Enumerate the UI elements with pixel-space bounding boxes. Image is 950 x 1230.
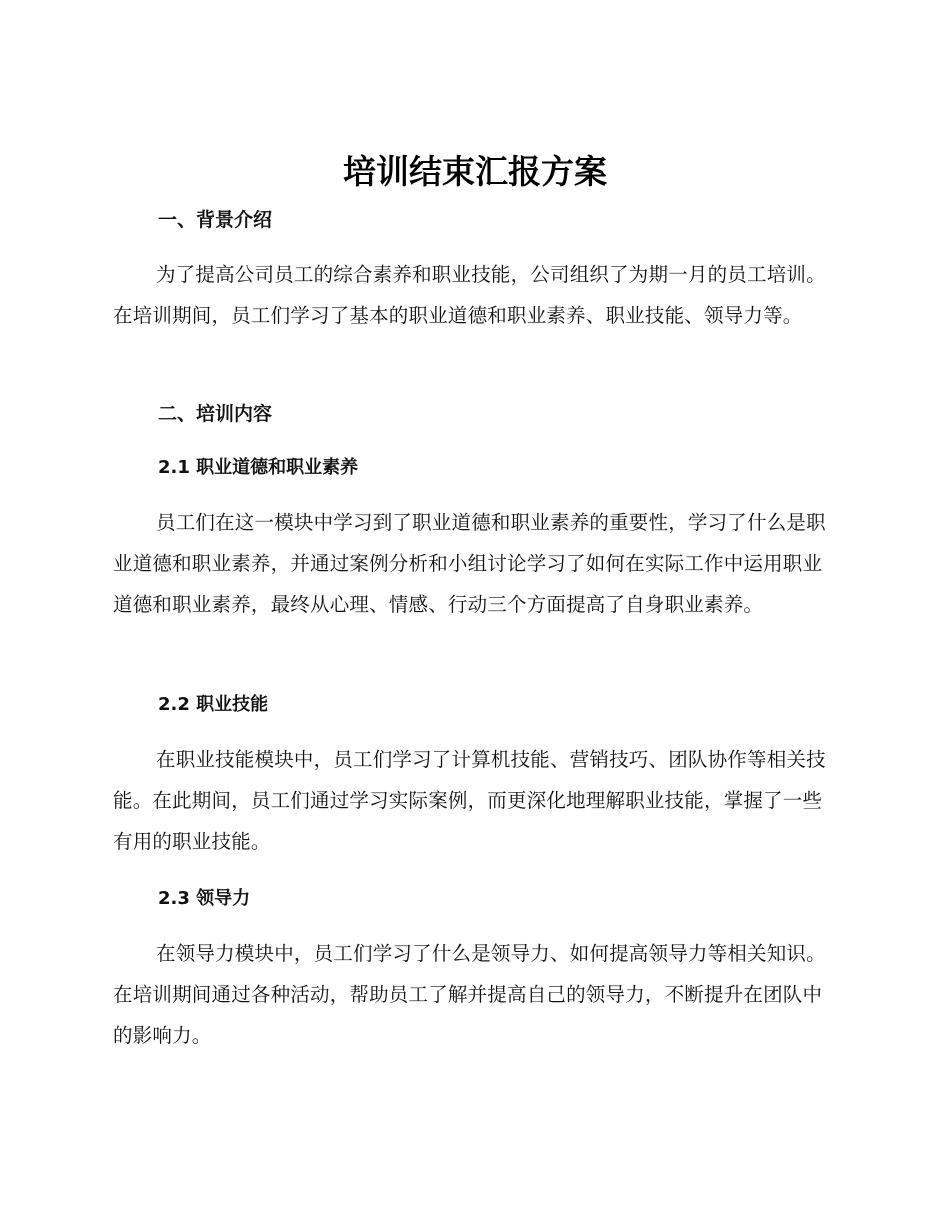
subsection-paragraph-leadership: 在领导力模块中，员工们学习了什么是领导力、如何提高领导力等相关知识。在培训期间通过各种活动，帮助员工了解并提高自己的领导力，不断提升在团队中的影响力。 [113,942,826,1047]
section-paragraph-background: 为了提高公司员工的综合素养和职业技能，公司组织了为期一月的员工培训。在培训期间，员工们学习了基本的职业道德和职业素养、职业技能、领导力等。 [113,263,826,327]
subsection-heading-ethics: 2.1 职业道德和职业素养 [158,457,359,478]
subsection-heading-leadership: 2.3 领导力 [158,888,251,909]
subsection-heading-skills: 2.2 职业技能 [158,694,269,715]
subsection-paragraph-ethics: 员工们在这一模块中学习到了职业道德和职业素养的重要性，学习了什么是职业道德和职业素养，并通过案例分析和小组讨论学习了如何在实际工作中运用职业道德和职业素养，最终从心理、情感、行动三个方面提高了自身职业素养。 [113,511,826,616]
section-heading-background: 一、背景介绍 [158,209,273,231]
section-heading-training-content: 二、培训内容 [158,403,273,425]
document-title: 培训结束汇报方案 [343,152,607,191]
subsection-paragraph-skills: 在职业技能模块中，员工们学习了计算机技能、营销技巧、团队协作等相关技能。在此期间，员工们通过学习实际案例，而更深化地理解职业技能，掌握了一些有用的职业技能。 [113,748,826,853]
